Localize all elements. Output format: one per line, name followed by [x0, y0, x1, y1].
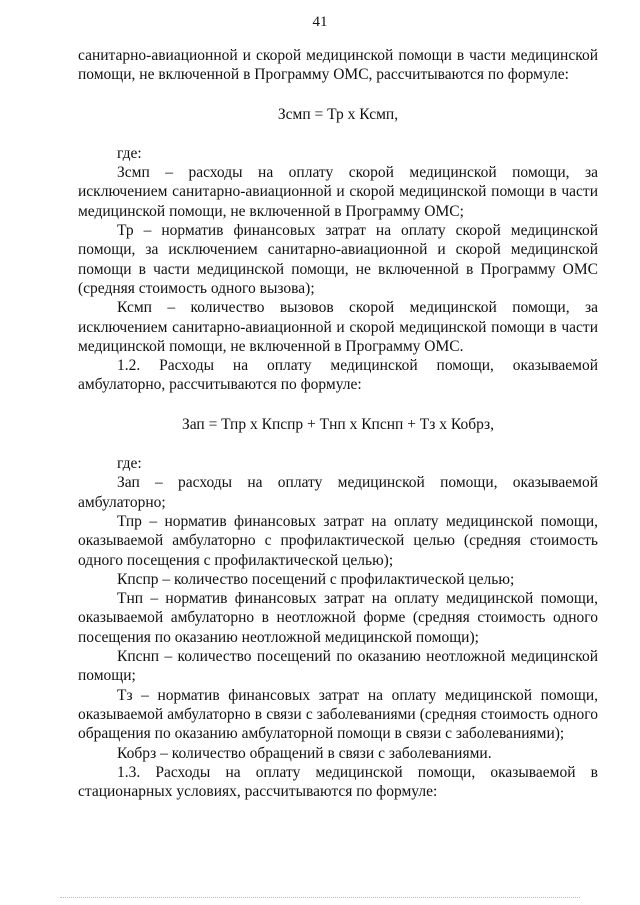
where-label: где:: [117, 144, 142, 162]
formula-emergency-care: Зсмп = Тр х Ксмп,: [277, 105, 399, 123]
where-label: где:: [117, 455, 142, 473]
page-bottom-edge: [60, 897, 580, 898]
paragraph: Зап – расходы на оплату медицинской помощи, оказываемой амбулаторно;: [78, 474, 598, 511]
section-paragraph: 1.2. Расходы на оплату медицинской помощи, оказываемой амбулаторно, рассчитываются по формуле:: [78, 357, 598, 394]
page-number: 41: [312, 14, 328, 30]
paragraph: Кпснп – количество посещений по оказанию неотложной медицинской помощи;: [78, 648, 598, 685]
formula-ambulatory-care: Зап = Тпр х Кпспр + Тнп х Кпснп + Тз х Кобрз,: [181, 415, 495, 433]
paragraph: Тпр – норматив финансовых затрат на оплату медицинской помощи, оказываемой амбулаторно с профилактической целью (средняя стоимость одного посещения с профилактической целью);: [78, 512, 598, 569]
paragraph: Ксмп – количество вызовов скорой медицинской помощи, за исключением санитарно-авиационной и скорой медицинской помощи в части медицинской помощи, не включенной в Программу ОМС.: [78, 299, 598, 355]
paragraph: Зсмп – расходы на оплату скорой медицинской помощи, за исключением санитарно-авиационной и скорой медицинской помощи в части медицинской помощи, не включенной в Программу ОМС;: [78, 164, 598, 220]
paragraph: Кобрз – количество обращений в связи с заболеваниями.: [117, 744, 492, 762]
document-body: [78, 46, 598, 801]
section-paragraph: 1.3. Расходы на оплату медицинской помощи, оказываемой в стационарных условиях, рассчитываются по формуле:: [78, 763, 598, 801]
paragraph: Тр – норматив финансовых затрат на оплату скорой медицинской помощи, за исключением санитарно-авиационной и скорой медицинской помощи в части медицинской помощи, не включенной в Программу ОМС (средняя стоимость одного вызова);: [78, 222, 598, 297]
paragraph: Тнп – норматив финансовых затрат на оплату медицинской помощи, оказываемой амбулаторно в неотложной форме (средняя стоимость одного посещения по оказанию неотложной медицинской помощи);: [78, 590, 598, 646]
paragraph: санитарно-авиационной и скорой медицинской помощи в части медицинской помощи, не включенной в Программу ОМС, рассчитываются по формуле:: [78, 47, 598, 84]
paragraph: Тз – норматив финансовых затрат на оплату медицинской помощи, оказываемой амбулаторно в связи с заболеваниями (средняя стоимость одного обращения по оказанию амбулаторной помощи в связи с заболеваниями);: [78, 686, 598, 743]
paragraph: Кпспр – количество посещений с профилактической целью;: [117, 570, 515, 588]
